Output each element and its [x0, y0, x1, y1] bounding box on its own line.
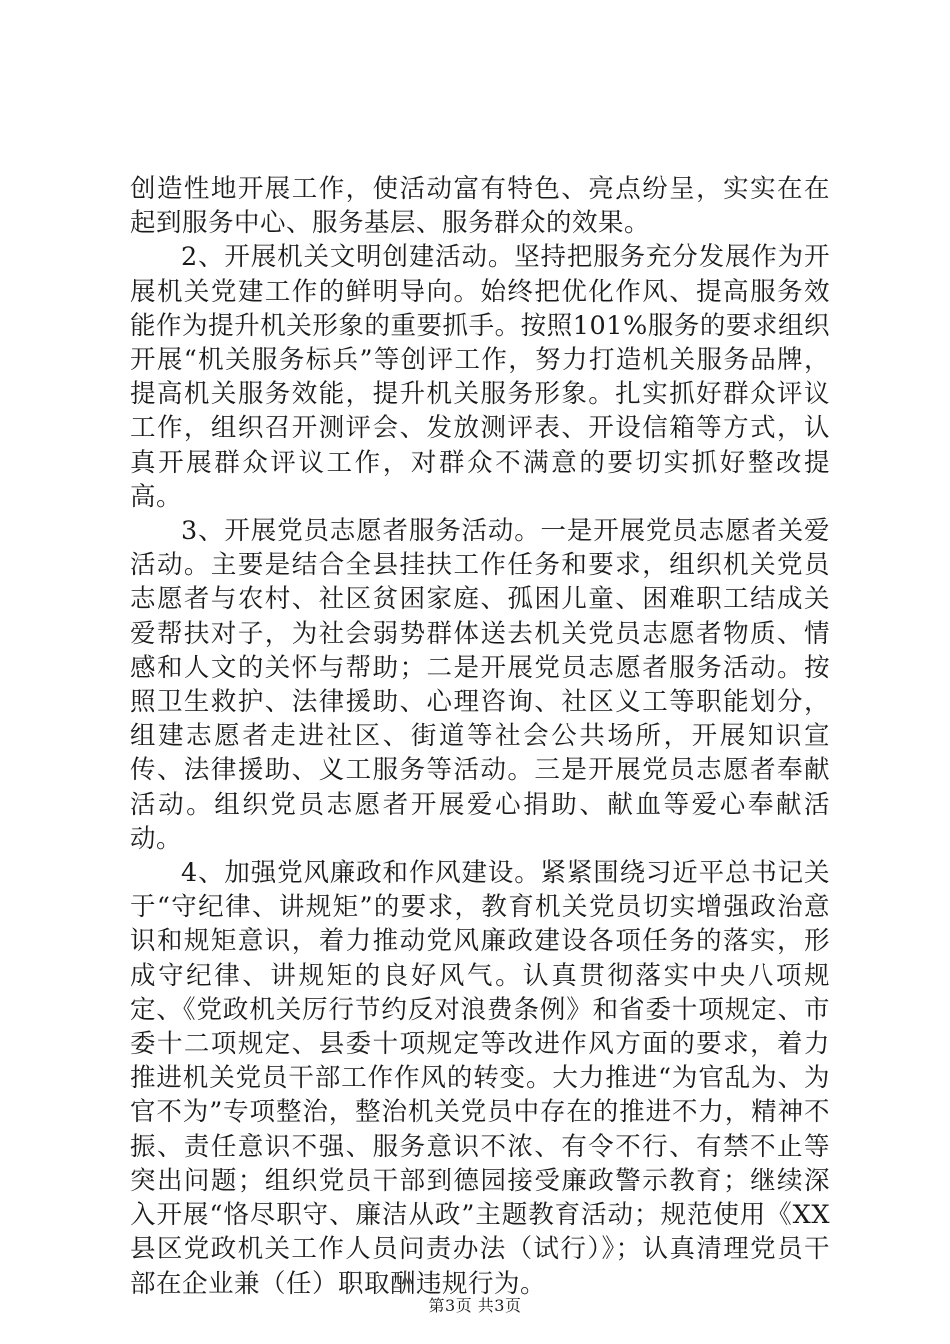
- paragraph-clean-government: 4、加强党风廉政和作风建设。紧紧围绕习近平总书记关于“守纪律、讲规矩”的要求，教育机关党员切实增强政治意识和规矩意识，着力推动党风廉政建设各项任务的落实，形成守纪律、讲规矩的良好风气。认真贯彻落实中央八项规定、《党政机关厉行节约反对浪费条例》和省委十项规定、市委十二项规定、县委十项规定等改进作风方面的要求，着力推进机关党员干部工作作风的转变。大力推进“为官乱为、为官不为”专项整治，整治机关党员中存在的推进不力，精神不振、责任意识不强、服务意识不浓、有令不行、有禁不止等突出问题；组织党员干部到德园接受廉政警示教育；继续深入开展“恪尽职守、廉洁从政”主题教育活动；规范使用《XX县区党政机关工作人员问责办法（试行）》；认真清理党员干部在企业兼（任）职取酬违规行为。: [130, 858, 830, 1299]
- document-body: [130, 172, 830, 1301]
- page-number-label: 第3页 共3页: [428, 1296, 522, 1315]
- paragraph-continuation: 创造性地开展工作，使活动富有特色、亮点纷呈，实实在在起到服务中心、服务基层、服务群众的效果。: [130, 174, 830, 239]
- paragraph-volunteer-service: 3、开展党员志愿者服务活动。一是开展党员志愿者关爱活动。主要是结合全县挂扶工作任务和要求，组织机关党员志愿者与农村、社区贫困家庭、孤困儿童、困难职工结成关爱帮扶对子，为社会弱势群体送去机关党员志愿者物质、情感和人文的关怀与帮助；二是开展党员志愿者服务活动。按照卫生救护、法律援助、心理咨询、社区义工等职能划分，组建志愿者走进社区、街道等社会公共场所，开展知识宣传、法律援助、义工服务等活动。三是开展党员志愿者奉献活动。组织党员志愿者开展爱心捐助、献血等爱心奉献活动。: [130, 516, 830, 854]
- paragraph-civilization-campaign: 2、开展机关文明创建活动。坚持把服务充分发展作为开展机关党建工作的鲜明导向。始终把优化作风、提高服务效能作为提升机关形象的重要抓手。按照101%服务的要求组织开展“机关服务标兵”等创评工作，努力打造机关服务品牌，提高机关服务效能，提升机关服务形象。扎实抓好群众评议工作，组织召开测评会、发放测评表、开设信箱等方式，认真开展群众评议工作，对群众不满意的要切实抓好整改提高。: [130, 242, 830, 512]
- page-footer: [0, 1296, 950, 1316]
